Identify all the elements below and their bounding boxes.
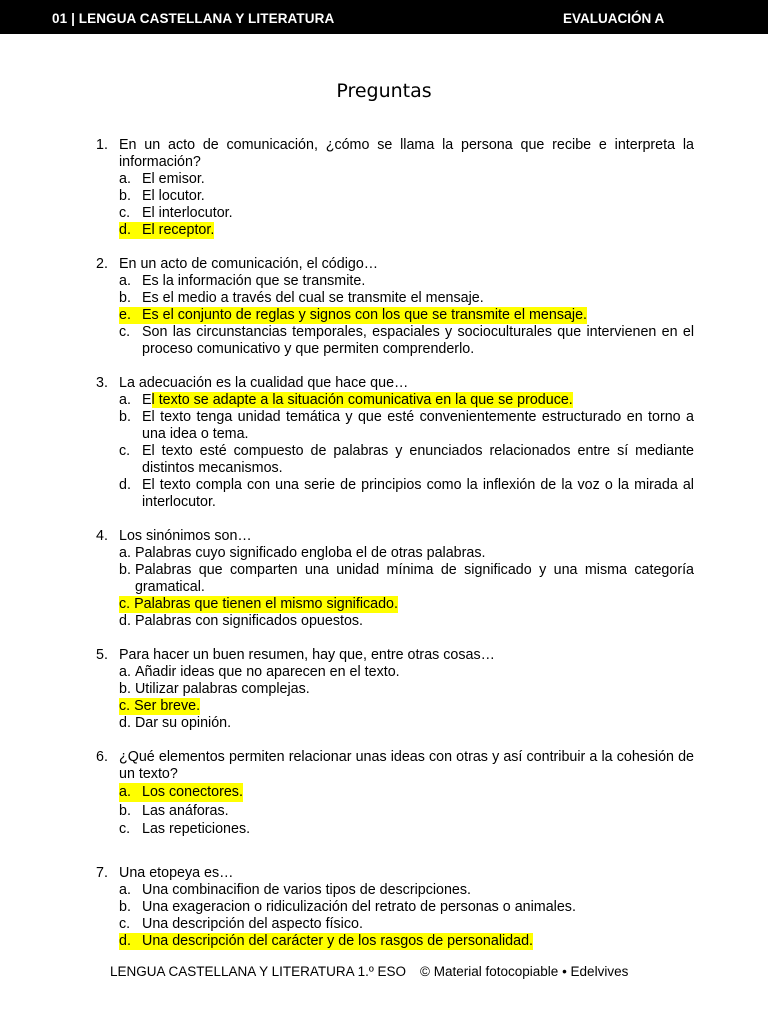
header-evaluation: EVALUACIÓN A bbox=[563, 11, 665, 26]
option-c: c. El interlocutor. bbox=[119, 205, 233, 221]
option-d: d. Dar su opinión. bbox=[119, 715, 232, 731]
option-e-correct: e. Es el conjunto de reglas y signos con los que se transmite el mensaje. bbox=[119, 307, 588, 323]
option-a: a. Añadir ideas que no aparecen en el texto. bbox=[119, 664, 400, 680]
question-text: Para hacer un buen resumen, hay que, entre otras cosas… bbox=[119, 647, 495, 663]
option-c-correct: c. Ser breve. bbox=[119, 698, 201, 714]
question-1 bbox=[96, 137, 694, 239]
question-4 bbox=[96, 528, 694, 630]
question-text: ¿Qué elementos permiten relacionar unas ideas con otras y así contribuir a la cohesión de un texto? bbox=[119, 749, 694, 782]
question-number: 3. bbox=[96, 375, 108, 391]
option-c: c. El texto esté compuesto de palabras y enunciados relacionados entre sí mediante distintos mecanismos. bbox=[119, 443, 694, 476]
option-b: b. Una exageracion o ridiculización del retrato de personas o animales. bbox=[119, 898, 576, 915]
question-6 bbox=[96, 749, 694, 839]
header-bar bbox=[0, 0, 768, 34]
option-a: a. Es la información que se transmite. bbox=[119, 273, 366, 289]
option-a: a. El emisor. bbox=[119, 171, 205, 187]
option-a: a. Palabras cuyo significado engloba el de otras palabras. bbox=[119, 545, 486, 561]
page-title: Preguntas bbox=[336, 80, 432, 102]
option-b: b. Es el medio a través del cual se transmite el mensaje. bbox=[119, 290, 484, 306]
page-footer bbox=[110, 964, 710, 979]
option-d-correct: d. Una descripción del carácter y de los rasgos de personalidad. bbox=[119, 932, 534, 949]
question-number: 4. bbox=[96, 528, 108, 544]
option-a-correct: a. Los conectores. bbox=[119, 784, 243, 800]
option-b: b. Las anáforas. bbox=[119, 802, 229, 819]
header-subject: 01 | LENGUA CASTELLANA Y LITERATURA bbox=[52, 11, 335, 26]
option-b: b. Palabras que comparten una unidad mínima de significado y una misma categoría gramatical. bbox=[119, 562, 694, 595]
question-2 bbox=[96, 256, 694, 358]
option-c-correct: c. Palabras que tienen el mismo significado. bbox=[119, 596, 398, 612]
question-number: 5. bbox=[96, 647, 108, 663]
option-d-correct: d. El receptor. bbox=[119, 222, 215, 238]
option-c: c. Una descripción del aspecto físico. bbox=[119, 915, 363, 932]
question-list bbox=[96, 137, 694, 967]
option-b: b. Utilizar palabras complejas. bbox=[119, 681, 310, 697]
footer-course: LENGUA CASTELLANA Y LITERATURA 1.º ESO bbox=[110, 964, 407, 979]
question-text: La adecuación es la cualidad que hace que… bbox=[119, 375, 409, 391]
question-text: En un acto de comunicación, ¿cómo se llama la persona que recibe e interpreta la información? bbox=[119, 137, 694, 170]
option-c: c. Son las circunstancias temporales, espaciales y socioculturales que intervienen en el proceso comunicativo y que permiten comprenderlo. bbox=[119, 324, 694, 357]
option-a: a. Una combinacifion de varios tipos de descripciones. bbox=[119, 881, 472, 898]
option-d: d. El texto compla con una serie de principios como la inflexión de la voz o la mirada al interlocutor. bbox=[119, 477, 694, 510]
question-3 bbox=[96, 375, 694, 511]
question-number: 7. bbox=[96, 864, 108, 881]
question-number: 6. bbox=[96, 749, 108, 765]
question-5 bbox=[96, 647, 694, 732]
question-text: Una etopeya es… bbox=[119, 864, 234, 881]
option-c: c. Las repeticiones. bbox=[119, 821, 251, 837]
option-a-correct: a. El texto se adapte a la situación comunicativa en la que se produce. bbox=[119, 392, 573, 408]
question-text: En un acto de comunicación, el código… bbox=[119, 256, 379, 272]
footer-copyright: © Material fotocopiable • Edelvives bbox=[420, 964, 629, 979]
option-d: d. Palabras con significados opuestos. bbox=[119, 613, 364, 629]
question-text: Los sinónimos son… bbox=[119, 528, 252, 544]
question-number: 1. bbox=[96, 137, 108, 153]
question-7 bbox=[96, 865, 694, 950]
question-number: 2. bbox=[96, 256, 108, 272]
option-b: b. El texto tenga unidad temática y que esté convenientemente estructurado en torno a una idea o tema. bbox=[119, 409, 694, 442]
option-b: b. El locutor. bbox=[119, 188, 205, 204]
